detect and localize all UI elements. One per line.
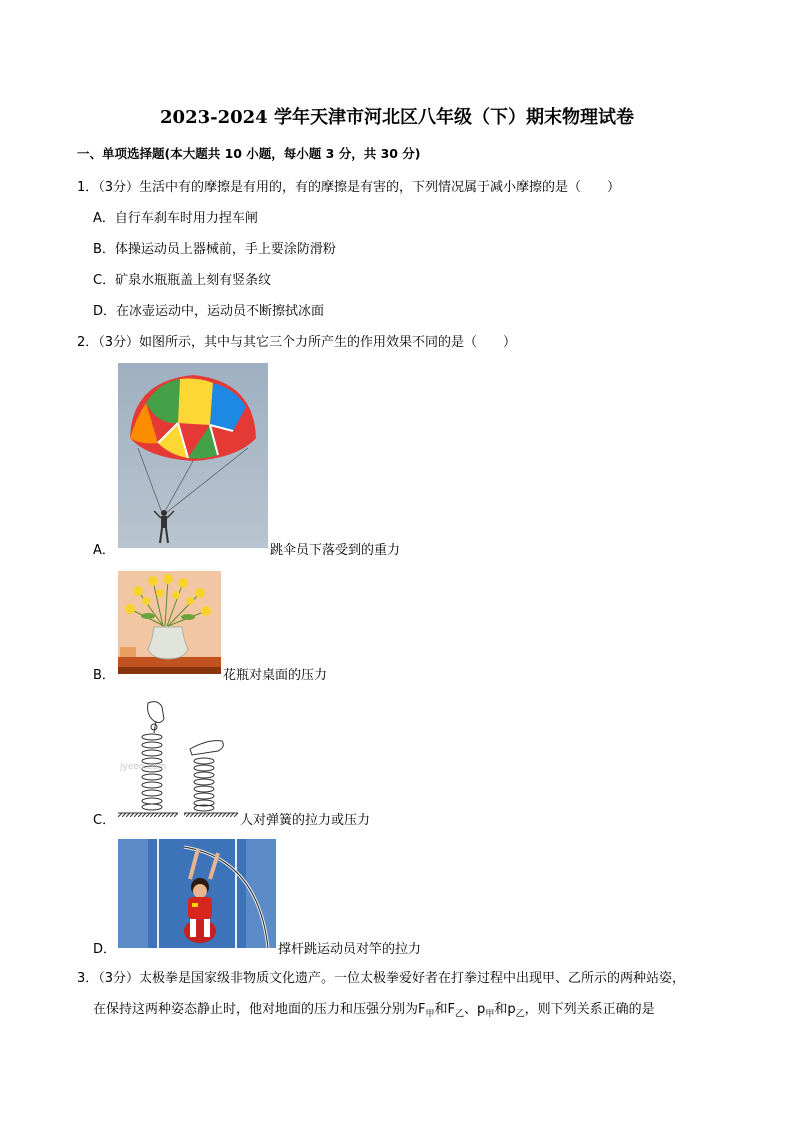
question-3-stem-line1: 3．（3分）太极拳是国家级非物质文化遗产。一位太极拳爱好者在打拳过程中出现甲、乙所示的两种站姿， bbox=[77, 971, 686, 986]
parachute-image bbox=[118, 363, 268, 548]
q2-option-b-label[interactable]: B． bbox=[93, 668, 115, 683]
q1-option-d[interactable]: D．在冰壶运动中，运动员不断擦拭冰面 bbox=[93, 304, 325, 319]
q1-option-c[interactable]: C．矿泉水瓶瓶盖上刻有竖条纹 bbox=[93, 273, 272, 288]
q1-option-a[interactable]: A．自行车刹车时用力捏车闸 bbox=[93, 211, 258, 226]
page-title: 2023-2024 学年天津市河北区八年级（下）期末物理试卷 bbox=[160, 107, 634, 128]
question-2-stem: 2．（3分）如图所示，其中与其它三个力所产生的作用效果不同的是（ ） bbox=[77, 335, 517, 350]
pole-vault-image bbox=[118, 839, 276, 948]
springs-image bbox=[118, 697, 238, 820]
q2-option-c-text: 人对弹簧的拉力或压力 bbox=[240, 813, 371, 828]
q2-option-c-label[interactable]: C． bbox=[93, 813, 116, 828]
q2-option-a-label[interactable]: A． bbox=[93, 543, 115, 558]
question-3-stem-line2: 在保持这两种姿态静止时，他对地面的压力和压强分别为$F_甲$和$F_乙$、$p_甲$和$p_乙$，则下列关系正确的是 bbox=[93, 1002, 655, 1020]
q2-option-d-label[interactable]: D． bbox=[93, 942, 117, 957]
q1-option-b[interactable]: B．体操运动员上器械前，手上要涂防滑粉 bbox=[93, 242, 336, 257]
q2-option-b-text: 花瓶对桌面的压力 bbox=[223, 668, 328, 683]
section-heading: 一、单项选择题(本大题共 10 小题，每小题 3 分，共 30 分) bbox=[77, 146, 421, 161]
question-1-stem: 1．（3分）生活中有的摩擦是有用的，有的摩擦是有害的，下列情况属于减小摩擦的是（ ） bbox=[77, 180, 621, 195]
watermark: jyeoo.com bbox=[120, 762, 167, 772]
q2-option-a-text: 跳伞员下落受到的重力 bbox=[270, 543, 401, 558]
q2-option-d-text: 撑杆跳运动员对竿的拉力 bbox=[278, 942, 422, 957]
flower-vase-image bbox=[118, 571, 221, 674]
